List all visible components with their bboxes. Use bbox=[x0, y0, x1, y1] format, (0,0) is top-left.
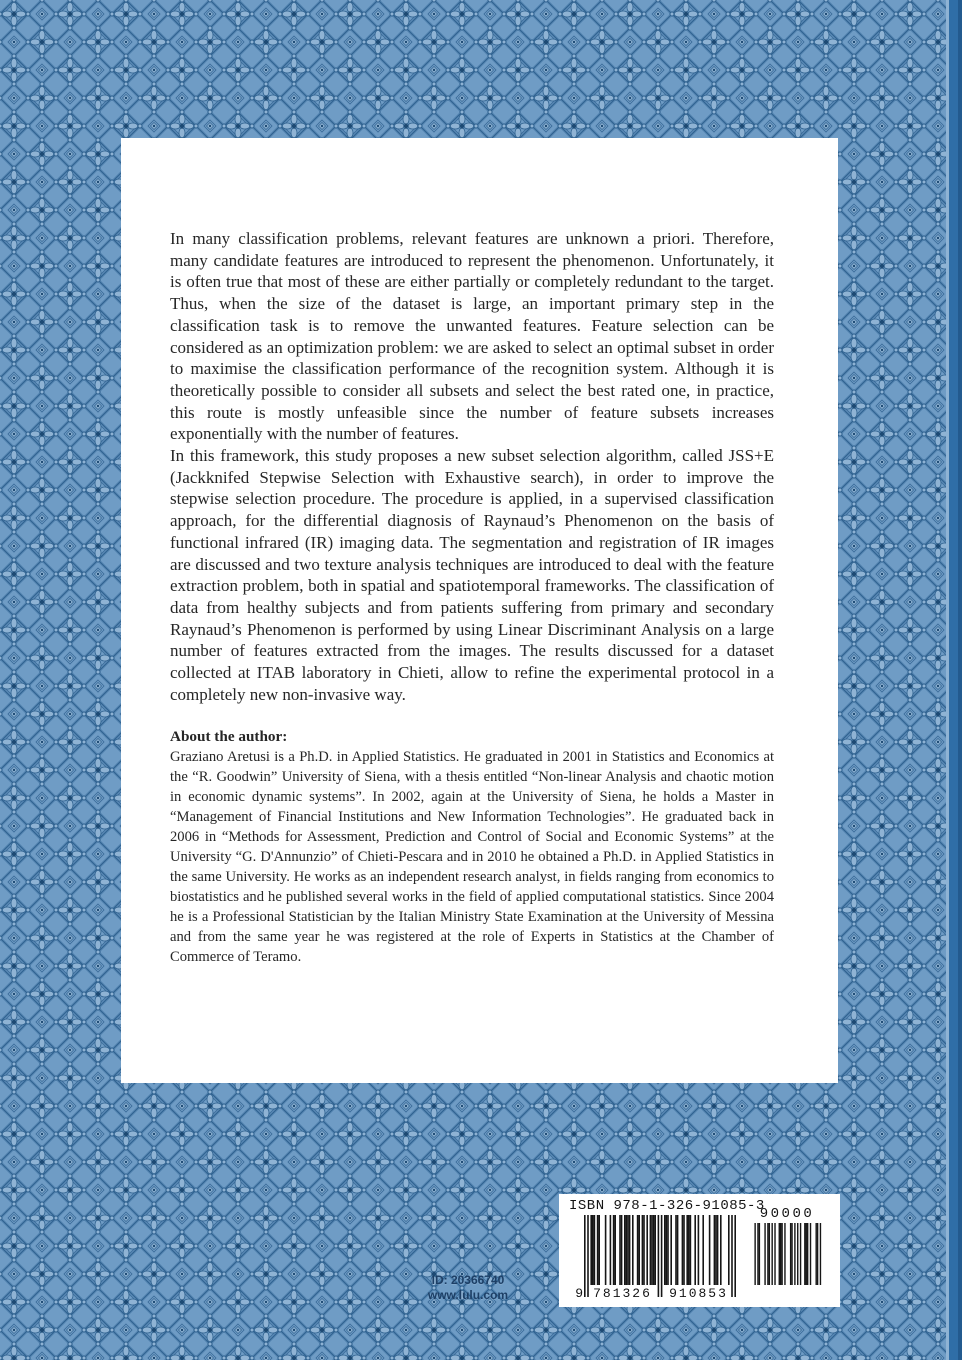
isbn-label: ISBN 978-1-326-91085-3 bbox=[569, 1198, 765, 1214]
barcode-digit-first: 9 bbox=[575, 1286, 583, 1301]
about-author-heading: About the author: bbox=[170, 728, 288, 746]
synopsis-paragraph-2: In this framework, this study proposes a new subset selection algorithm, called JSS+E (Jackknifed Stepwise Selection with Exhaustive search), in order to improve the stepwise selection procedure. The procedure is applied, in a supervised classification approach, for the differential diagnosis of Raynaud’s Phenomenon on the basis of functional infrared (IR) imaging data. The segmentation and registration of IR images are discussed and two texture analysis techniques are introduced to deal with the feature extraction problem, both in spatial and spatiotemporal frameworks. The classification of data from healthy subjects and from patients suffering from primary and secondary Raynaud’s Phenomenon is performed by using Linear Discriminant Analysis on a large number of features extracted from the images. The results discussed for a dataset collected at ITAB laboratory in Chieti, allow to refine the experimental protocol in a completely new non-invasive way. bbox=[170, 446, 774, 704]
ean5-addon-barcode bbox=[753, 1223, 822, 1285]
synopsis-paragraph-1: In many classification problems, relevant features are unknown a priori. Therefore, many candidate features are introduced to represent the phenomenon. Unfortunately, it is often true that most of these are either partially or completely redundant to the target. Thus, when the size of the dataset is large, an important primary step in the classification task is to remove the unwanted features. Feature selection can be considered as an optimization problem: we are asked to select an optimal subset in order to maximise the classification performance of the recognition system. Although it is theoretically possible to consider all subsets and select the best rated one, in practice, this route is mostly unfeasible since the number of feature subsets increases exponentially with the number of features. bbox=[170, 229, 774, 444]
print-id-number: ID: 20366740 bbox=[431, 1273, 505, 1287]
lulu-site-text: www.lulu.com bbox=[427, 1288, 509, 1302]
barcode-addon-label: 90000 bbox=[759, 1206, 815, 1222]
print-id-block bbox=[408, 1273, 528, 1303]
barcode-digits-left: 781326 bbox=[593, 1286, 652, 1301]
spine-edge bbox=[946, 0, 962, 1360]
ean13-barcode bbox=[584, 1215, 736, 1297]
about-author-paragraph: Graziano Aretusi is a Ph.D. in Applied Statistics. He graduated in 2001 in Statistics and Economics at the “R. Goodwin” University of Siena, with a thesis entitled “Non-linear Analysis and chaotic motion in economic dynamic systems”. In 2002, again at the University of Siena, he holds a Master in “Management of Financial Institutions and New Information Technologies”. He graduated back in 2006 in “Methods for Assessment, Prediction and Control of Social and Economic Systems” at the University “G. D'Annunzio” of Chieti-Pescara and in 2010 he obtained a Ph.D. in Applied Statistics in the same University. He works as an independent research analyst, in fields ranging from economics to biostatistics and he published several works in the field of applied computational statistics. Since 2004 he is a Professional Statistician by the Italian Ministry State Examination at the University of Messina and from the same year he was registered at the role of Experts in Statistics at the Chamber of Commerce of Teramo. bbox=[170, 749, 774, 966]
synopsis-panel bbox=[121, 138, 838, 1083]
barcode-digits-right: 910853 bbox=[669, 1286, 728, 1301]
barcode-panel bbox=[559, 1194, 840, 1307]
